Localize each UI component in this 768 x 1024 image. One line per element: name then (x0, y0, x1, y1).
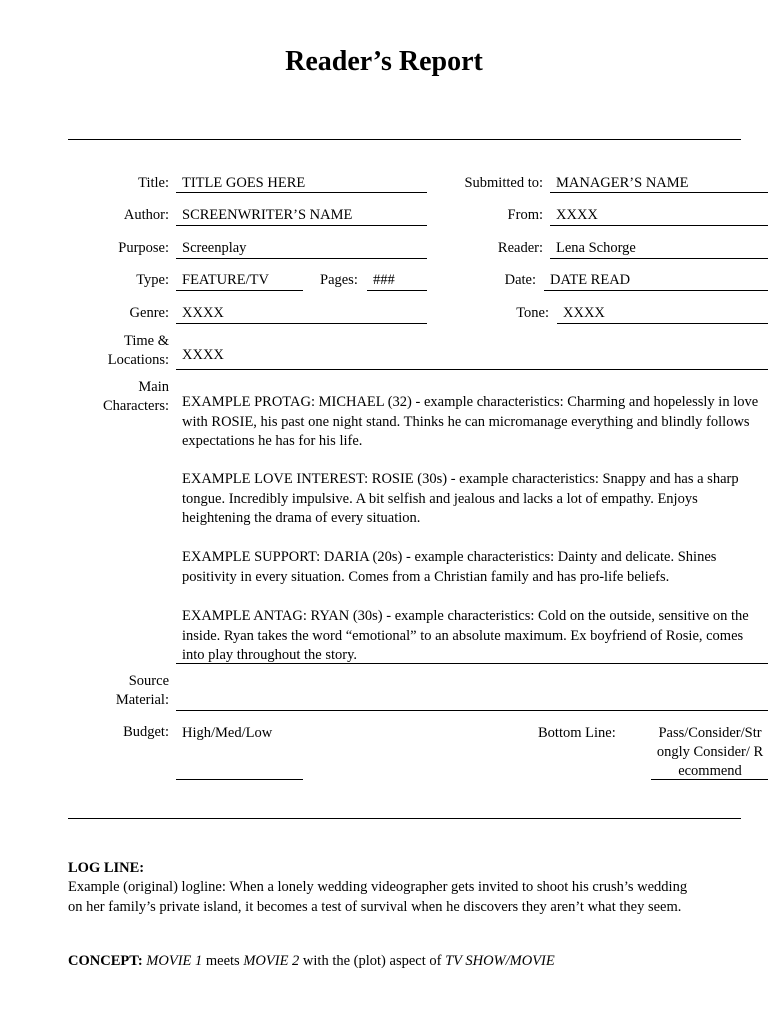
budget-value[interactable]: High/Med/Low (182, 725, 273, 741)
time-underline (176, 369, 768, 370)
author-underline (176, 225, 427, 226)
pages-underline (367, 290, 427, 291)
type-value[interactable]: FEATURE/TV (182, 272, 269, 288)
character-support: EXAMPLE SUPPORT: DARIA (20s) - example characteristics: Dainty and delicate. Shines positivity in every situation. Comes from a Christian family and has pro-life beliefs. (182, 549, 717, 585)
bottomline-underline (651, 779, 768, 780)
concept-line (68, 953, 555, 970)
bottomline-value[interactable]: Pass/Consider/Strongly Consider/ Recommend (656, 725, 764, 779)
from-underline (550, 225, 768, 226)
genre-label: Genre: (129, 305, 169, 321)
concept-tvshow: TV SHOW/MOVIE (445, 953, 555, 969)
concept-movie2: MOVIE 2 (243, 953, 300, 969)
title-value[interactable]: TITLE GOES HERE (182, 175, 306, 191)
top-divider (68, 139, 741, 140)
pages-label: Pages: (320, 272, 358, 288)
submitted-label: Submitted to: (464, 175, 543, 191)
budget-underline (176, 779, 303, 780)
reader-value[interactable]: Lena Schorge (556, 240, 636, 256)
author-label: Author: (123, 207, 169, 223)
date-underline (544, 290, 768, 291)
character-protag: EXAMPLE PROTAG: MICHAEL (32) - example characteristics: Charming and hopelessly in love with ROSIE, his past one night stand. Thinks he can micromanage everything and blindly follows expectations he has for his life. (182, 394, 759, 449)
reader-label: Reader: (497, 240, 543, 256)
type-label: Type: (136, 272, 169, 288)
from-label: From: (507, 207, 543, 223)
genre-value[interactable]: XXXX (182, 305, 224, 321)
title-underline (176, 192, 427, 193)
concept-meets: meets (205, 953, 240, 969)
logline-text: Example (original) logline: When a lonely wedding videographer gets invited to shoot his crush’s wedding on her family’s private island, it becomes a test of survival when he discovers they aren’t what they seem. (68, 879, 688, 915)
time-value[interactable]: XXXX (182, 347, 224, 363)
concept-aspect: with the (plot) aspect of (302, 953, 442, 969)
purpose-underline (176, 258, 427, 259)
tone-underline (557, 323, 768, 324)
characters-label-line1: Main (138, 379, 169, 395)
source-label-line1: Source (128, 673, 169, 689)
genre-underline (176, 323, 427, 324)
submitted-underline (550, 192, 768, 193)
submitted-value[interactable]: MANAGER’S NAME (556, 175, 689, 191)
logline-heading: LOG LINE: (68, 860, 145, 876)
from-value[interactable]: XXXX (556, 207, 598, 223)
type-underline (176, 290, 303, 291)
tone-label: Tone: (516, 305, 549, 321)
time-label-line2: Locations: (107, 352, 169, 368)
date-value[interactable]: DATE READ (550, 272, 631, 288)
characters-label-line2: Characters: (102, 398, 169, 414)
time-label-line1: Time & (124, 333, 169, 349)
characters-underline (176, 663, 768, 664)
author-value[interactable]: SCREENWRITER’S NAME (182, 207, 353, 223)
source-underline (176, 710, 768, 711)
purpose-label: Purpose: (118, 240, 169, 256)
pages-value[interactable]: ### (373, 272, 395, 288)
budget-label: Budget: (123, 724, 169, 740)
concept-heading: CONCEPT: (68, 953, 143, 969)
date-label: Date: (504, 272, 536, 288)
bottom-divider (68, 818, 741, 819)
bottomline-label: Bottom Line: (538, 725, 616, 741)
purpose-value[interactable]: Screenplay (182, 240, 247, 256)
title-label: Title: (138, 175, 169, 191)
page-title: Reader’s Report (285, 46, 483, 77)
reader-underline (550, 258, 768, 259)
source-label-line2: Material: (115, 692, 169, 708)
character-love-interest: EXAMPLE LOVE INTEREST: ROSIE (30s) - example characteristics: Snappy and has a sharp tongue. Incredibly impulsive. A bit selfish and jealous and lacks a lot of empathy. Enjoys heightening the drama of every situation. (182, 471, 739, 526)
character-antag: EXAMPLE ANTAG: RYAN (30s) - example characteristics: Cold on the outside, sensitive on the inside. Ryan takes the word “emotional” to an absolute maximum. Ex boyfriend of Rosie, comes into play throughout the story. (182, 608, 749, 663)
concept-movie1: MOVIE 1 (146, 953, 203, 969)
tone-value[interactable]: XXXX (563, 305, 605, 321)
